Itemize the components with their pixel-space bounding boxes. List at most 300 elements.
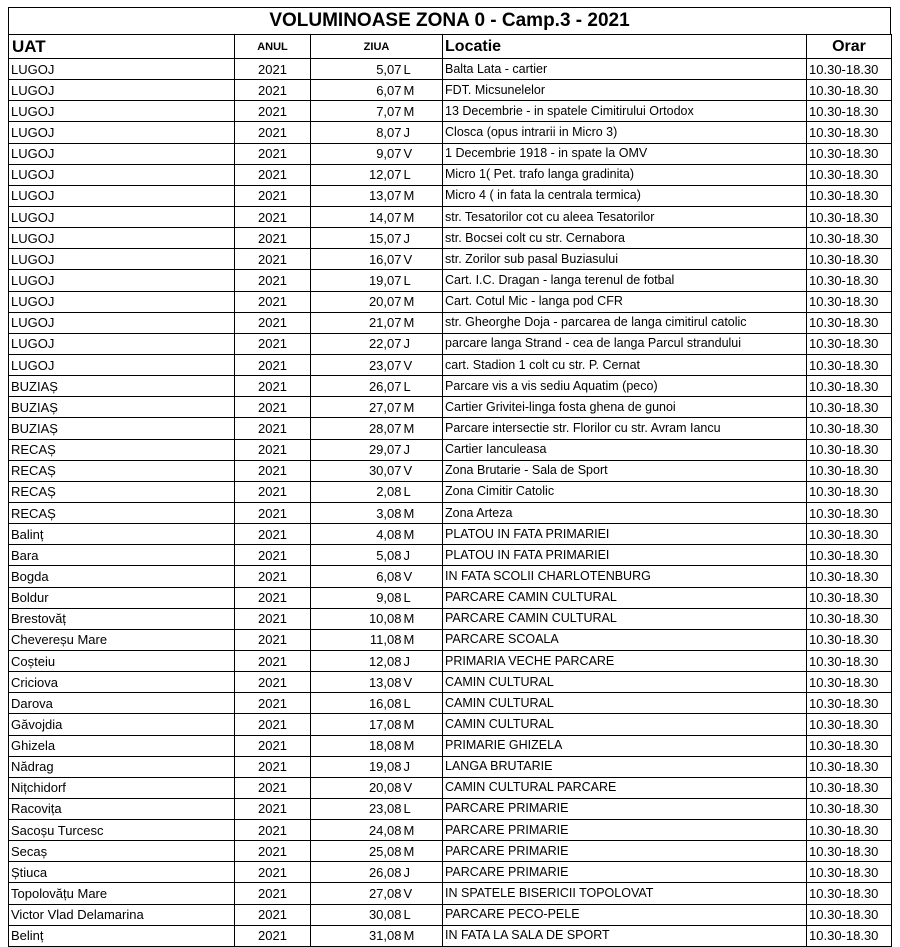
- cell-anul: 2021: [235, 439, 311, 460]
- cell-weekday: M: [403, 185, 443, 206]
- cell-weekday: J: [403, 333, 443, 354]
- cell-weekday: J: [403, 228, 443, 249]
- cell-ziua: 12,07: [311, 164, 403, 185]
- cell-locatie: Closca (opus intrarii in Micro 3): [443, 122, 807, 143]
- cell-anul: 2021: [235, 291, 311, 312]
- cell-weekday: M: [403, 925, 443, 946]
- cell-anul: 2021: [235, 672, 311, 693]
- cell-anul: 2021: [235, 925, 311, 946]
- cell-orar: 10.30-18.30: [807, 714, 892, 735]
- cell-uat: Victor Vlad Delamarina: [9, 904, 235, 925]
- cell-orar: 10.30-18.30: [807, 439, 892, 460]
- cell-orar: 10.30-18.30: [807, 418, 892, 439]
- table-row: [9, 587, 892, 608]
- cell-orar: 10.30-18.30: [807, 629, 892, 650]
- cell-anul: 2021: [235, 904, 311, 925]
- table-row: [9, 735, 892, 756]
- schedule-sheet: [8, 7, 891, 947]
- cell-ziua: 13,07: [311, 185, 403, 206]
- cell-uat: LUGOJ: [9, 228, 235, 249]
- cell-orar: 10.30-18.30: [807, 545, 892, 566]
- cell-ziua: 29,07: [311, 439, 403, 460]
- cell-uat: LUGOJ: [9, 291, 235, 312]
- cell-uat: BUZIAȘ: [9, 397, 235, 418]
- table-row: [9, 481, 892, 502]
- cell-locatie: Cart. Cotul Mic - langa pod CFR: [443, 291, 807, 312]
- cell-weekday: L: [403, 376, 443, 397]
- table-row: [9, 270, 892, 291]
- cell-orar: 10.30-18.30: [807, 376, 892, 397]
- cell-orar: 10.30-18.30: [807, 397, 892, 418]
- cell-weekday: L: [403, 270, 443, 291]
- cell-weekday: L: [403, 481, 443, 502]
- cell-uat: LUGOJ: [9, 101, 235, 122]
- cell-uat: Darova: [9, 693, 235, 714]
- cell-anul: 2021: [235, 587, 311, 608]
- header-locatie: Locatie: [443, 35, 807, 59]
- cell-weekday: L: [403, 587, 443, 608]
- cell-anul: 2021: [235, 418, 311, 439]
- cell-uat: Brestovăț: [9, 608, 235, 629]
- cell-anul: 2021: [235, 735, 311, 756]
- cell-ziua: 19,07: [311, 270, 403, 291]
- cell-locatie: Cartier Grivitei-linga fosta ghena de gunoi: [443, 397, 807, 418]
- cell-orar: 10.30-18.30: [807, 228, 892, 249]
- cell-orar: 10.30-18.30: [807, 524, 892, 545]
- cell-uat: Nădrag: [9, 756, 235, 777]
- header-anul: ANUL: [235, 35, 311, 59]
- cell-orar: 10.30-18.30: [807, 820, 892, 841]
- table-row: [9, 650, 892, 671]
- cell-anul: 2021: [235, 460, 311, 481]
- cell-ziua: 24,08: [311, 820, 403, 841]
- table-row: [9, 460, 892, 481]
- cell-uat: Bogda: [9, 566, 235, 587]
- cell-anul: 2021: [235, 80, 311, 101]
- cell-uat: Chevereșu Mare: [9, 629, 235, 650]
- cell-uat: Ghizela: [9, 735, 235, 756]
- table-row: [9, 249, 892, 270]
- cell-uat: Bara: [9, 545, 235, 566]
- cell-uat: RECAȘ: [9, 481, 235, 502]
- cell-ziua: 10,08: [311, 608, 403, 629]
- cell-locatie: CAMIN CULTURAL PARCARE: [443, 777, 807, 798]
- cell-ziua: 31,08: [311, 925, 403, 946]
- cell-anul: 2021: [235, 122, 311, 143]
- cell-weekday: M: [403, 735, 443, 756]
- cell-locatie: str. Tesatorilor cot cu aleea Tesatorilor: [443, 206, 807, 227]
- cell-locatie: str. Zorilor sub pasal Buziasului: [443, 249, 807, 270]
- cell-ziua: 6,07: [311, 80, 403, 101]
- cell-locatie: PRIMARIA VECHE PARCARE: [443, 650, 807, 671]
- cell-locatie: Cartier Ianculeasa: [443, 439, 807, 460]
- cell-weekday: V: [403, 777, 443, 798]
- cell-ziua: 13,08: [311, 672, 403, 693]
- cell-locatie: PRIMARIE GHIZELA: [443, 735, 807, 756]
- header-uat: UAT: [9, 35, 235, 59]
- cell-weekday: M: [403, 80, 443, 101]
- cell-anul: 2021: [235, 629, 311, 650]
- cell-ziua: 5,08: [311, 545, 403, 566]
- table-header-row: [9, 35, 892, 59]
- cell-anul: 2021: [235, 206, 311, 227]
- cell-orar: 10.30-18.30: [807, 80, 892, 101]
- cell-uat: Secaș: [9, 841, 235, 862]
- cell-locatie: IN FATA SCOLII CHARLOTENBURG: [443, 566, 807, 587]
- cell-weekday: J: [403, 545, 443, 566]
- cell-anul: 2021: [235, 820, 311, 841]
- cell-orar: 10.30-18.30: [807, 101, 892, 122]
- cell-uat: LUGOJ: [9, 143, 235, 164]
- cell-anul: 2021: [235, 693, 311, 714]
- cell-locatie: str. Gheorghe Doja - parcarea de langa cimitirul catolic: [443, 312, 807, 333]
- header-orar: Orar: [807, 35, 892, 59]
- cell-ziua: 9,08: [311, 587, 403, 608]
- cell-anul: 2021: [235, 841, 311, 862]
- table-row: [9, 524, 892, 545]
- cell-weekday: L: [403, 59, 443, 80]
- cell-anul: 2021: [235, 502, 311, 523]
- cell-locatie: FDT. Micsunelelor: [443, 80, 807, 101]
- cell-locatie: CAMIN CULTURAL: [443, 693, 807, 714]
- cell-orar: 10.30-18.30: [807, 862, 892, 883]
- cell-orar: 10.30-18.30: [807, 333, 892, 354]
- table-row: [9, 228, 892, 249]
- table-row: [9, 883, 892, 904]
- cell-orar: 10.30-18.30: [807, 735, 892, 756]
- cell-weekday: M: [403, 524, 443, 545]
- cell-ziua: 21,07: [311, 312, 403, 333]
- cell-orar: 10.30-18.30: [807, 270, 892, 291]
- cell-ziua: 25,08: [311, 841, 403, 862]
- table-row: [9, 439, 892, 460]
- cell-anul: 2021: [235, 312, 311, 333]
- table-row: [9, 502, 892, 523]
- cell-locatie: 13 Decembrie - in spatele Cimitirului Ortodox: [443, 101, 807, 122]
- cell-ziua: 27,08: [311, 883, 403, 904]
- cell-locatie: Zona Cimitir Catolic: [443, 481, 807, 502]
- cell-orar: 10.30-18.30: [807, 841, 892, 862]
- cell-weekday: V: [403, 249, 443, 270]
- cell-anul: 2021: [235, 756, 311, 777]
- cell-uat: LUGOJ: [9, 206, 235, 227]
- cell-ziua: 17,08: [311, 714, 403, 735]
- cell-locatie: Micro 1( Pet. trafo langa gradinita): [443, 164, 807, 185]
- cell-uat: LUGOJ: [9, 80, 235, 101]
- table-row: [9, 312, 892, 333]
- cell-weekday: M: [403, 714, 443, 735]
- cell-orar: 10.30-18.30: [807, 164, 892, 185]
- cell-weekday: J: [403, 650, 443, 671]
- schedule-table: [8, 34, 892, 947]
- cell-locatie: Cart. I.C. Dragan - langa terenul de fotbal: [443, 270, 807, 291]
- cell-orar: 10.30-18.30: [807, 925, 892, 946]
- cell-orar: 10.30-18.30: [807, 481, 892, 502]
- cell-ziua: 28,07: [311, 418, 403, 439]
- cell-locatie: PARCARE PECO-PELE: [443, 904, 807, 925]
- cell-ziua: 6,08: [311, 566, 403, 587]
- cell-uat: Boldur: [9, 587, 235, 608]
- cell-locatie: Parcare intersectie str. Florilor cu str. Avram Iancu: [443, 418, 807, 439]
- cell-anul: 2021: [235, 883, 311, 904]
- cell-anul: 2021: [235, 143, 311, 164]
- cell-locatie: PARCARE PRIMARIE: [443, 798, 807, 819]
- cell-orar: 10.30-18.30: [807, 756, 892, 777]
- cell-locatie: IN SPATELE BISERICII TOPOLOVAT: [443, 883, 807, 904]
- cell-weekday: M: [403, 629, 443, 650]
- cell-uat: Nițchidorf: [9, 777, 235, 798]
- cell-uat: LUGOJ: [9, 270, 235, 291]
- table-row: [9, 122, 892, 143]
- cell-uat: LUGOJ: [9, 354, 235, 375]
- cell-locatie: PARCARE CAMIN CULTURAL: [443, 587, 807, 608]
- cell-weekday: L: [403, 693, 443, 714]
- cell-weekday: V: [403, 566, 443, 587]
- cell-orar: 10.30-18.30: [807, 122, 892, 143]
- cell-ziua: 8,07: [311, 122, 403, 143]
- table-row: [9, 672, 892, 693]
- cell-locatie: str. Bocsei colt cu str. Cernabora: [443, 228, 807, 249]
- cell-weekday: M: [403, 820, 443, 841]
- cell-ziua: 26,07: [311, 376, 403, 397]
- cell-weekday: M: [403, 101, 443, 122]
- table-row: [9, 291, 892, 312]
- cell-weekday: M: [403, 841, 443, 862]
- cell-weekday: M: [403, 502, 443, 523]
- cell-weekday: M: [403, 206, 443, 227]
- cell-orar: 10.30-18.30: [807, 693, 892, 714]
- cell-anul: 2021: [235, 228, 311, 249]
- cell-orar: 10.30-18.30: [807, 502, 892, 523]
- cell-locatie: PLATOU IN FATA PRIMARIEI: [443, 545, 807, 566]
- table-row: [9, 354, 892, 375]
- cell-orar: 10.30-18.30: [807, 291, 892, 312]
- cell-weekday: V: [403, 883, 443, 904]
- cell-orar: 10.30-18.30: [807, 566, 892, 587]
- table-row: [9, 418, 892, 439]
- cell-orar: 10.30-18.30: [807, 143, 892, 164]
- cell-orar: 10.30-18.30: [807, 904, 892, 925]
- cell-uat: Criciova: [9, 672, 235, 693]
- cell-orar: 10.30-18.30: [807, 608, 892, 629]
- cell-locatie: PARCARE PRIMARIE: [443, 820, 807, 841]
- table-row: [9, 820, 892, 841]
- cell-uat: Belinț: [9, 925, 235, 946]
- table-row: [9, 333, 892, 354]
- cell-anul: 2021: [235, 798, 311, 819]
- table-row: [9, 925, 892, 946]
- cell-orar: 10.30-18.30: [807, 587, 892, 608]
- cell-uat: LUGOJ: [9, 164, 235, 185]
- cell-uat: Topolovățu Mare: [9, 883, 235, 904]
- cell-uat: LUGOJ: [9, 59, 235, 80]
- table-row: [9, 693, 892, 714]
- cell-weekday: V: [403, 460, 443, 481]
- table-row: [9, 841, 892, 862]
- cell-weekday: M: [403, 312, 443, 333]
- cell-orar: 10.30-18.30: [807, 354, 892, 375]
- cell-ziua: 30,08: [311, 904, 403, 925]
- table-body: [9, 59, 892, 947]
- cell-ziua: 4,08: [311, 524, 403, 545]
- cell-ziua: 7,07: [311, 101, 403, 122]
- header-ziua: ZIUA: [311, 35, 443, 59]
- cell-weekday: M: [403, 397, 443, 418]
- table-row: [9, 714, 892, 735]
- cell-weekday: M: [403, 418, 443, 439]
- cell-uat: BUZIAȘ: [9, 418, 235, 439]
- cell-uat: RECAȘ: [9, 439, 235, 460]
- cell-orar: 10.30-18.30: [807, 249, 892, 270]
- table-row: [9, 143, 892, 164]
- cell-locatie: LANGA BRUTARIE: [443, 756, 807, 777]
- cell-anul: 2021: [235, 608, 311, 629]
- table-row: [9, 185, 892, 206]
- cell-ziua: 18,08: [311, 735, 403, 756]
- cell-ziua: 30,07: [311, 460, 403, 481]
- cell-anul: 2021: [235, 545, 311, 566]
- cell-anul: 2021: [235, 333, 311, 354]
- cell-uat: LUGOJ: [9, 249, 235, 270]
- cell-weekday: J: [403, 122, 443, 143]
- cell-orar: 10.30-18.30: [807, 206, 892, 227]
- cell-ziua: 27,07: [311, 397, 403, 418]
- cell-ziua: 19,08: [311, 756, 403, 777]
- cell-ziua: 20,07: [311, 291, 403, 312]
- cell-locatie: IN FATA LA SALA DE SPORT: [443, 925, 807, 946]
- cell-ziua: 3,08: [311, 502, 403, 523]
- cell-locatie: PARCARE PRIMARIE: [443, 841, 807, 862]
- cell-anul: 2021: [235, 249, 311, 270]
- cell-orar: 10.30-18.30: [807, 777, 892, 798]
- cell-uat: Coșteiu: [9, 650, 235, 671]
- table-row: [9, 777, 892, 798]
- cell-anul: 2021: [235, 185, 311, 206]
- cell-locatie: Balta Lata - cartier: [443, 59, 807, 80]
- table-row: [9, 756, 892, 777]
- cell-locatie: Parcare vis a vis sediu Aquatim (peco): [443, 376, 807, 397]
- cell-weekday: J: [403, 862, 443, 883]
- cell-orar: 10.30-18.30: [807, 672, 892, 693]
- cell-weekday: V: [403, 143, 443, 164]
- cell-orar: 10.30-18.30: [807, 59, 892, 80]
- cell-weekday: L: [403, 904, 443, 925]
- cell-anul: 2021: [235, 524, 311, 545]
- cell-uat: Balinț: [9, 524, 235, 545]
- cell-weekday: M: [403, 608, 443, 629]
- cell-uat: LUGOJ: [9, 312, 235, 333]
- cell-anul: 2021: [235, 397, 311, 418]
- table-row: [9, 397, 892, 418]
- cell-anul: 2021: [235, 714, 311, 735]
- cell-uat: Racovița: [9, 798, 235, 819]
- cell-anul: 2021: [235, 566, 311, 587]
- cell-ziua: 9,07: [311, 143, 403, 164]
- table-row: [9, 566, 892, 587]
- table-row: [9, 376, 892, 397]
- table-row: [9, 798, 892, 819]
- table-row: [9, 101, 892, 122]
- cell-locatie: Zona Arteza: [443, 502, 807, 523]
- cell-anul: 2021: [235, 101, 311, 122]
- table-row: [9, 164, 892, 185]
- cell-orar: 10.30-18.30: [807, 312, 892, 333]
- cell-locatie: CAMIN CULTURAL: [443, 672, 807, 693]
- cell-ziua: 11,08: [311, 629, 403, 650]
- table-row: [9, 206, 892, 227]
- cell-uat: Știuca: [9, 862, 235, 883]
- cell-locatie: PLATOU IN FATA PRIMARIEI: [443, 524, 807, 545]
- cell-weekday: V: [403, 672, 443, 693]
- cell-orar: 10.30-18.30: [807, 883, 892, 904]
- table-row: [9, 80, 892, 101]
- cell-locatie: PARCARE CAMIN CULTURAL: [443, 608, 807, 629]
- cell-locatie: CAMIN CULTURAL: [443, 714, 807, 735]
- cell-weekday: J: [403, 439, 443, 460]
- cell-uat: LUGOJ: [9, 122, 235, 143]
- table-row: [9, 862, 892, 883]
- cell-uat: Sacoșu Turcesc: [9, 820, 235, 841]
- cell-ziua: 12,08: [311, 650, 403, 671]
- cell-locatie: cart. Stadion 1 colt cu str. P. Cernat: [443, 354, 807, 375]
- cell-ziua: 23,08: [311, 798, 403, 819]
- cell-uat: LUGOJ: [9, 333, 235, 354]
- cell-locatie: Micro 4 ( in fata la centrala termica): [443, 185, 807, 206]
- table-row: [9, 545, 892, 566]
- cell-ziua: 16,07: [311, 249, 403, 270]
- cell-uat: BUZIAȘ: [9, 376, 235, 397]
- cell-ziua: 16,08: [311, 693, 403, 714]
- cell-ziua: 2,08: [311, 481, 403, 502]
- cell-weekday: M: [403, 291, 443, 312]
- cell-weekday: J: [403, 756, 443, 777]
- cell-anul: 2021: [235, 481, 311, 502]
- cell-orar: 10.30-18.30: [807, 650, 892, 671]
- cell-anul: 2021: [235, 650, 311, 671]
- cell-orar: 10.30-18.30: [807, 460, 892, 481]
- cell-uat: LUGOJ: [9, 185, 235, 206]
- cell-ziua: 26,08: [311, 862, 403, 883]
- cell-anul: 2021: [235, 59, 311, 80]
- cell-weekday: V: [403, 354, 443, 375]
- cell-anul: 2021: [235, 862, 311, 883]
- table-row: [9, 59, 892, 80]
- cell-ziua: 20,08: [311, 777, 403, 798]
- table-row: [9, 629, 892, 650]
- cell-ziua: 14,07: [311, 206, 403, 227]
- cell-anul: 2021: [235, 164, 311, 185]
- sheet-title: VOLUMINOASE ZONA 0 - Camp.3 - 2021: [8, 7, 891, 34]
- cell-orar: 10.30-18.30: [807, 185, 892, 206]
- cell-anul: 2021: [235, 376, 311, 397]
- cell-weekday: L: [403, 798, 443, 819]
- cell-ziua: 23,07: [311, 354, 403, 375]
- cell-locatie: parcare langa Strand - cea de langa Parcul strandului: [443, 333, 807, 354]
- cell-locatie: Zona Brutarie - Sala de Sport: [443, 460, 807, 481]
- table-row: [9, 904, 892, 925]
- cell-anul: 2021: [235, 270, 311, 291]
- cell-ziua: 15,07: [311, 228, 403, 249]
- cell-uat: RECAȘ: [9, 460, 235, 481]
- table-row: [9, 608, 892, 629]
- cell-orar: 10.30-18.30: [807, 798, 892, 819]
- cell-ziua: 5,07: [311, 59, 403, 80]
- cell-anul: 2021: [235, 777, 311, 798]
- cell-ziua: 22,07: [311, 333, 403, 354]
- cell-uat: RECAȘ: [9, 502, 235, 523]
- cell-locatie: PARCARE PRIMARIE: [443, 862, 807, 883]
- cell-locatie: PARCARE SCOALA: [443, 629, 807, 650]
